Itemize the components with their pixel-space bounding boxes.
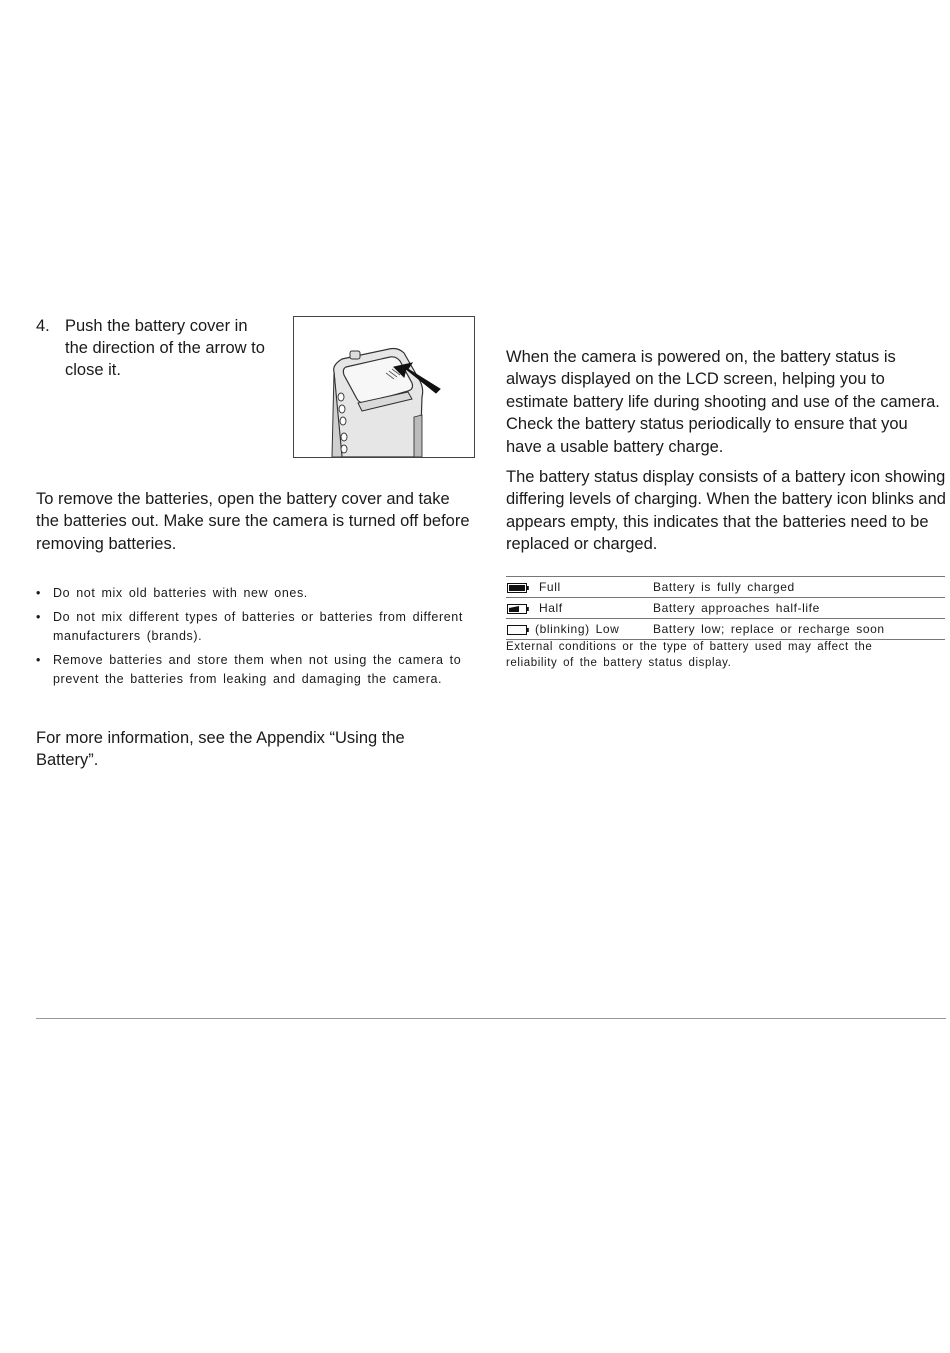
- level-label: Full: [539, 580, 561, 594]
- list-item: [36, 651, 466, 689]
- table-row: [506, 619, 945, 640]
- footer-divider: [36, 1018, 946, 1019]
- caution-list: [36, 584, 466, 694]
- battery-full-icon: [507, 583, 529, 593]
- step-instruction: Push the battery cover in the direction of the arrow to close it.: [65, 317, 265, 379]
- battery-low-icon: [507, 625, 529, 635]
- battery-status-display-paragraph: The battery status display consists of a battery icon showing differing levels of charging. When the battery icon blinks and appears empty, this indicates that the batteries need to be replaced or charged.: [506, 468, 946, 554]
- battery-status-table: [506, 576, 945, 640]
- level-label: (blinking) Low: [535, 622, 620, 636]
- caution-text: Do not mix different types of batteries or batteries from different manufacturers (brands).: [53, 610, 463, 643]
- battery-half-icon: [507, 604, 529, 614]
- caution-text: Remove batteries and store them when not using the camera to prevent the batteries from leaking and damaging the camera.: [53, 653, 462, 686]
- more-info-paragraph: For more information, see the Appendix “Using the Battery”.: [36, 729, 405, 770]
- camera-battery-cover-illustration: [293, 316, 475, 458]
- level-description: Battery is fully charged: [653, 580, 795, 594]
- remove-batteries-paragraph: To remove the batteries, open the battery cover and take the batteries out. Make sure the camera is turned off before removing batteries.: [36, 490, 470, 553]
- table-footnote: External conditions or the type of battery used may affect the reliability of the battery status display.: [506, 641, 873, 669]
- list-item: [36, 584, 466, 603]
- step-number: 4.: [36, 317, 50, 335]
- level-label: Half: [539, 601, 563, 615]
- battery-status-intro: When the camera is powered on, the battery status is always displayed on the LCD screen, helping you to estimate battery life during shooting and use of the camera. Check the battery status periodically to ensure that you have a usable battery charge.: [506, 348, 940, 456]
- level-description: Battery low; replace or recharge soon: [653, 622, 885, 636]
- bullet: •: [36, 653, 41, 667]
- table-row: [506, 598, 945, 619]
- list-item: [36, 608, 466, 646]
- table-row: [506, 577, 945, 598]
- caution-text: Do not mix old batteries with new ones.: [53, 586, 308, 600]
- bullet: •: [36, 586, 41, 600]
- level-description: Battery approaches half-life: [653, 601, 820, 615]
- bullet: •: [36, 610, 41, 624]
